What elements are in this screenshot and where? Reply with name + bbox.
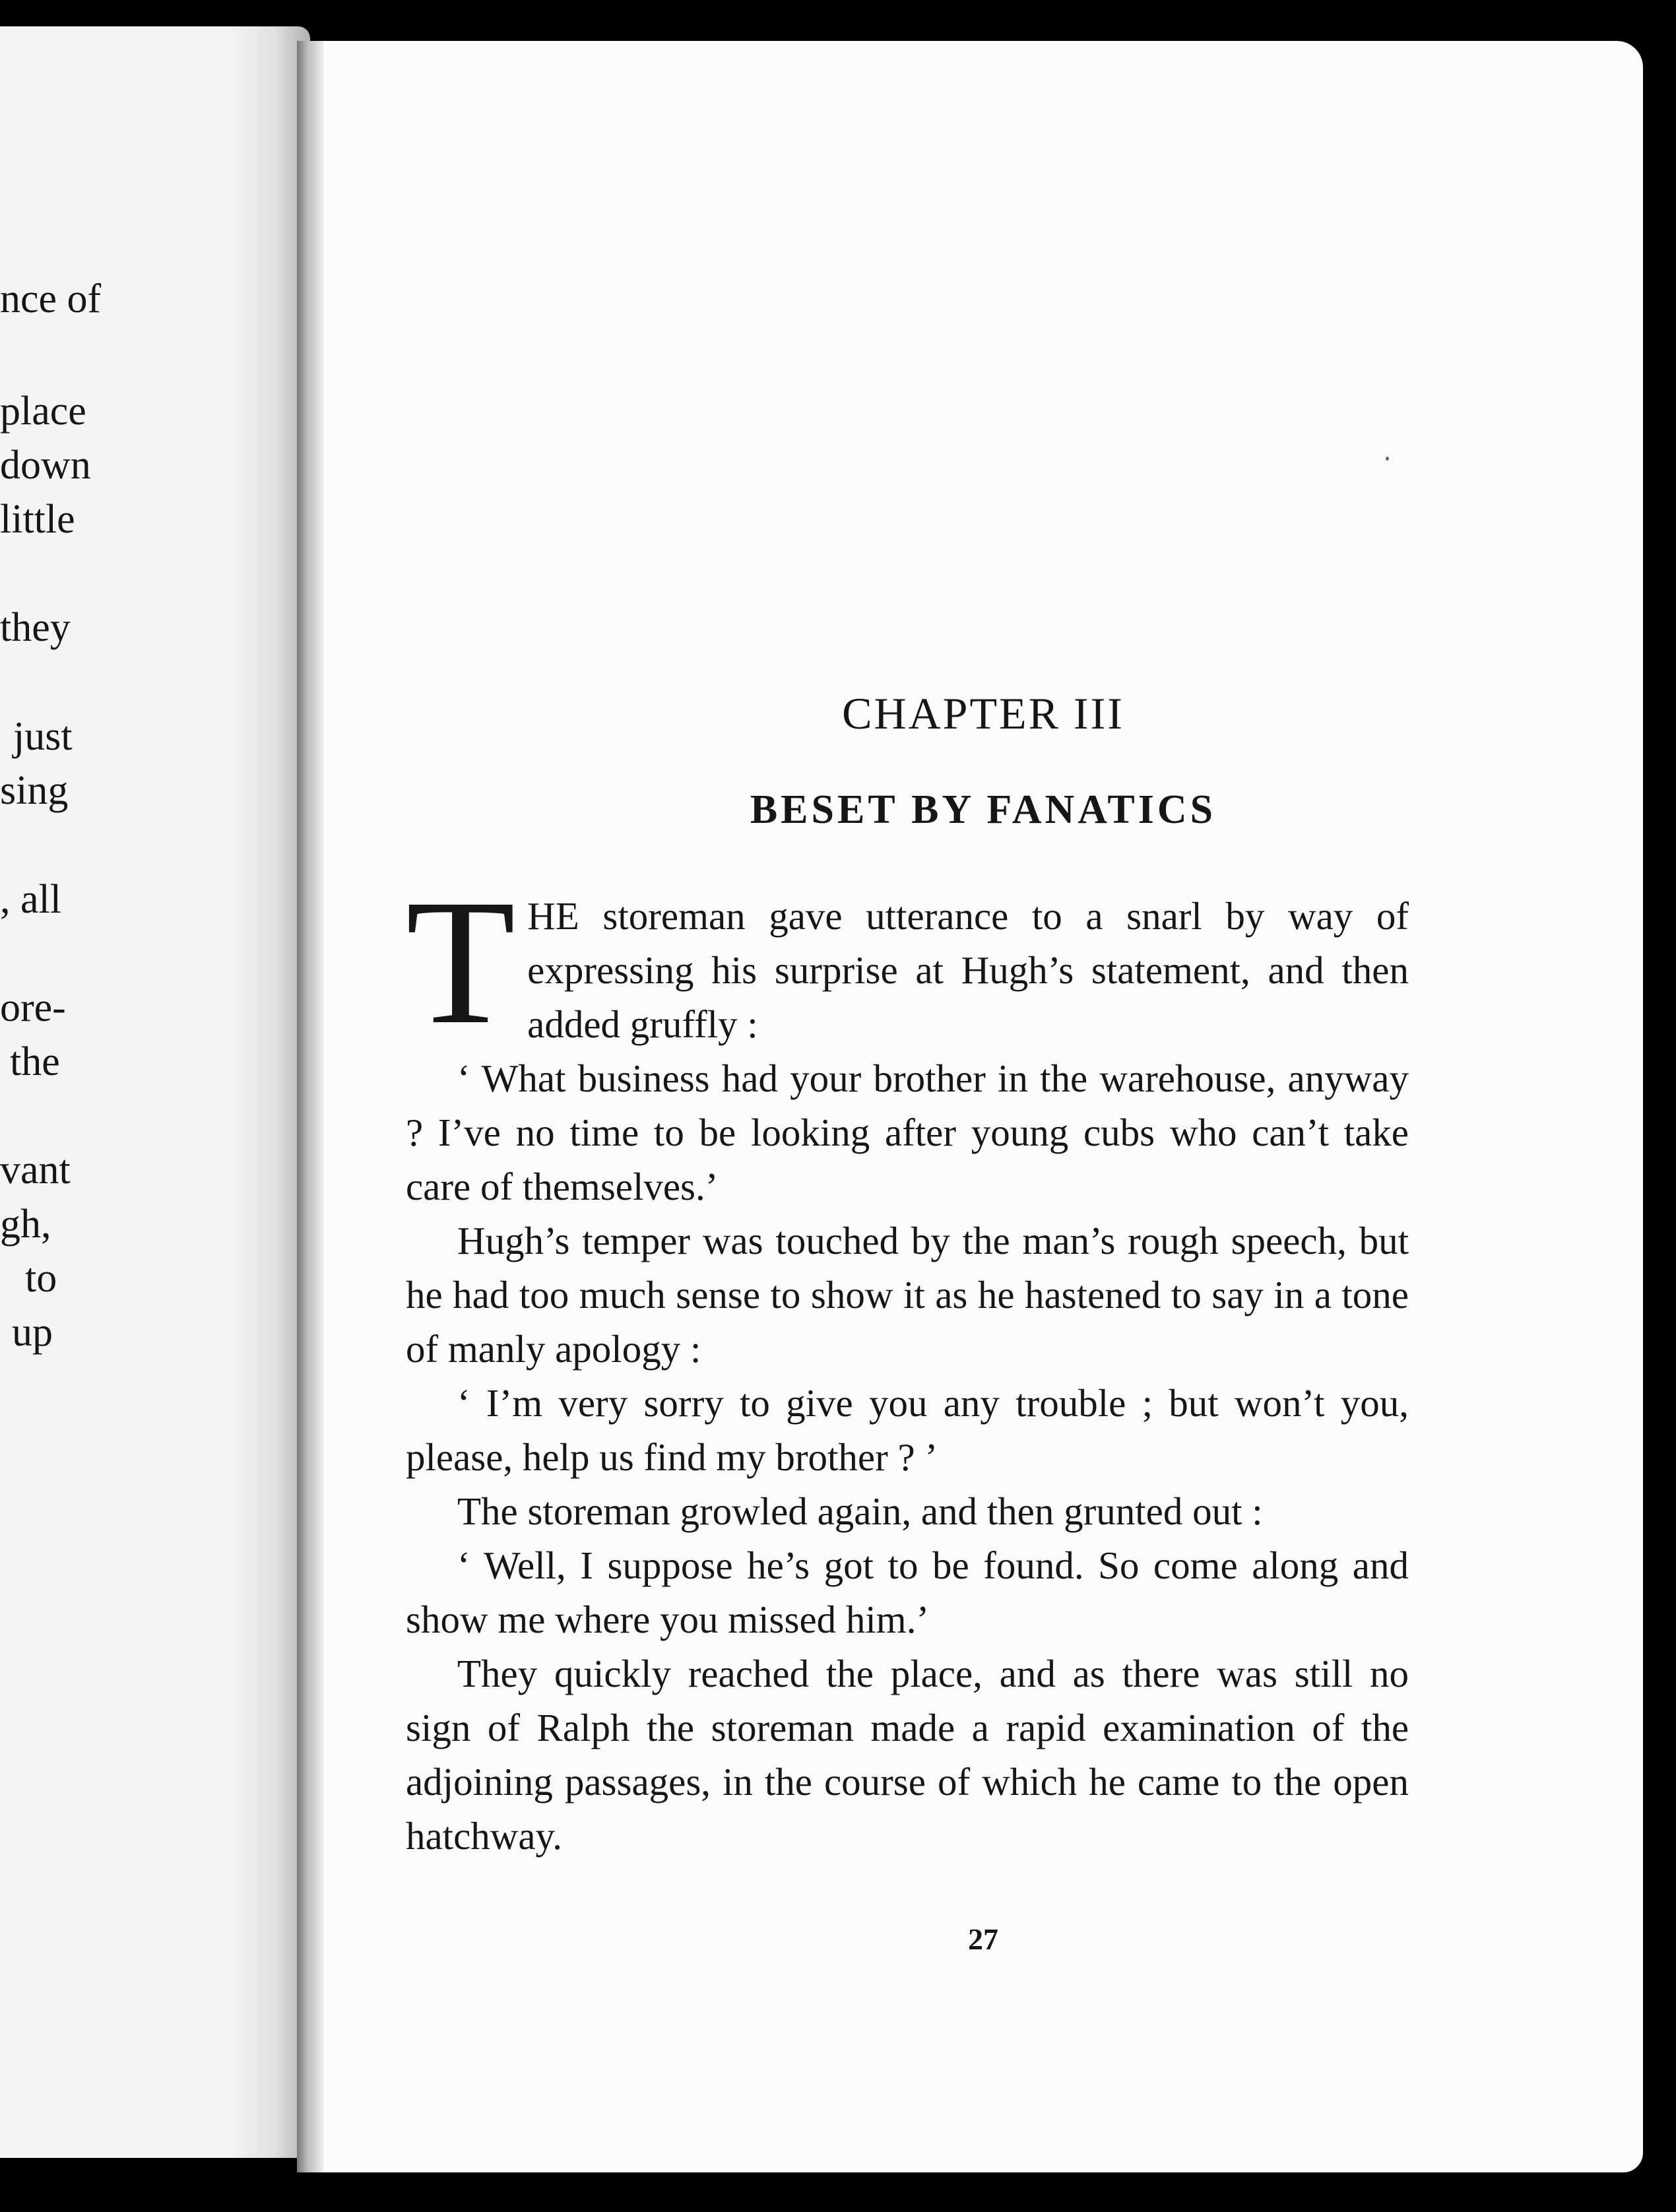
facing-page-line: , all — [0, 877, 61, 922]
facing-page-line: nce of — [0, 276, 102, 321]
book-page — [297, 41, 1643, 2172]
paragraph: ‘ Well, I suppose he’s got to be found. So come along and show me where you missed him.’ — [406, 1544, 1409, 1641]
facing-page-line: they — [0, 605, 71, 650]
page-number: 27 — [968, 1922, 998, 1956]
facing-page-line: down — [0, 443, 91, 488]
facing-page-line: up — [12, 1310, 53, 1355]
chapter-number: CHAPTER III — [842, 688, 1124, 738]
drop-cap: T — [406, 862, 516, 1061]
paragraph: ‘ I’m very sorry to give you any trouble ; but won’t you, please, help us find my brother ? ’ — [406, 1381, 1409, 1479]
chapter-title: BESET BY FANATICS — [750, 787, 1217, 832]
opening-paragraph-text: HE storeman gave utterance to a snarl by way of expressing his surprise at Hugh’s statement, and then added gruffly : — [527, 894, 1409, 1046]
facing-page-line: sing — [0, 768, 69, 813]
opening-paragraph — [406, 862, 1409, 1061]
facing-page-line: the — [10, 1039, 60, 1084]
paragraph: Hugh’s temper was touched by the man’s rough speech, but he had too much sense to show it as he hastened to say in a tone of manly apology : — [406, 1219, 1409, 1371]
facing-page-line: just — [13, 714, 73, 759]
paragraph: They quickly reached the place, and as there was still no sign of Ralph the storeman made a rapid examination of the adjoining passages, in the course of which he came to the open hatchway. — [406, 1652, 1409, 1858]
paragraph: The storeman growled again, and then grunted out : — [457, 1489, 1263, 1533]
facing-page-line: gh, — [0, 1202, 51, 1247]
facing-page-line: ore- — [0, 985, 66, 1030]
chapter-body — [406, 862, 1409, 1863]
paragraph: ‘ What business had your brother in the warehouse, anyway ? I’ve no time to be looking after young cubs who can’t take care of themselves.’ — [406, 1057, 1409, 1208]
facing-page-line: little — [0, 497, 75, 542]
page-spine-shadow — [297, 41, 323, 2172]
facing-page-line: to — [25, 1256, 57, 1301]
facing-page-line: place — [0, 389, 86, 434]
paper-speck — [1386, 457, 1389, 461]
facing-page — [0, 26, 310, 2158]
facing-page-line: vant — [0, 1148, 71, 1192]
